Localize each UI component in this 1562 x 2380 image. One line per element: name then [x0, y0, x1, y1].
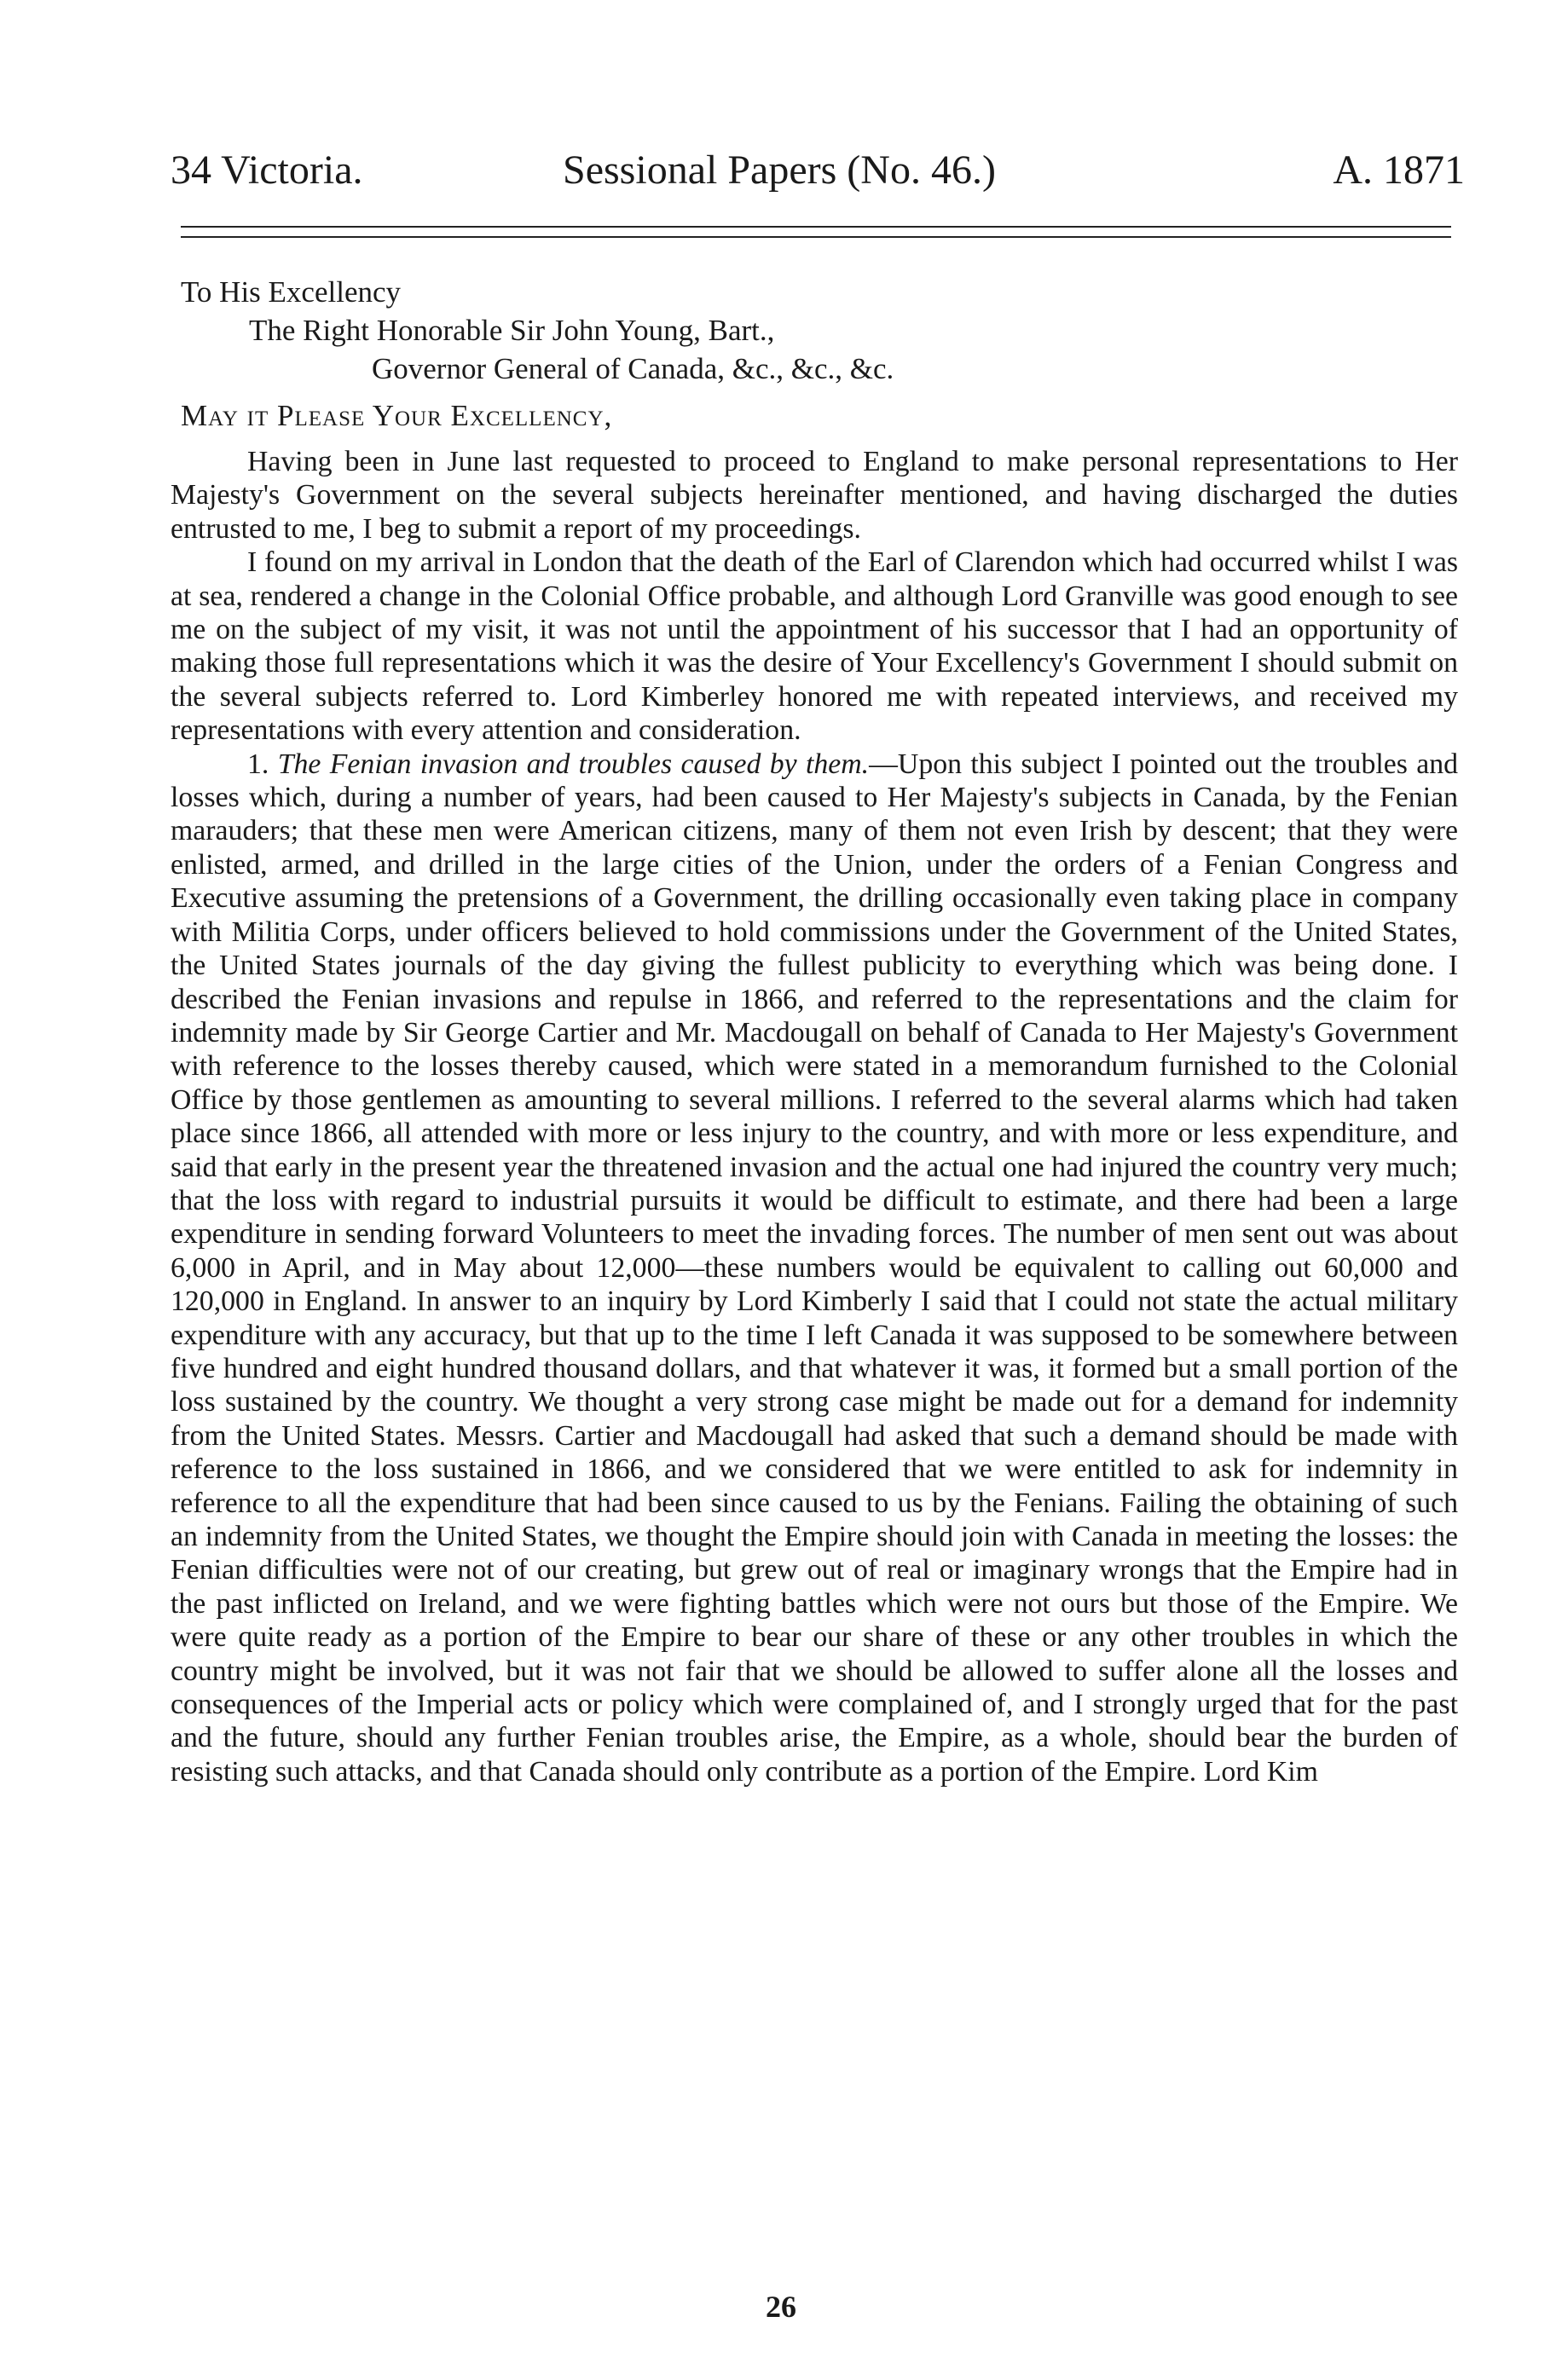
- address-block: [181, 273, 894, 388]
- header-rule-top: [181, 226, 1451, 228]
- page-header: [171, 136, 1465, 205]
- page-number: 26: [766, 2290, 796, 2324]
- address-line-2: The Right Honorable Sir John Young, Bart.,: [249, 314, 775, 347]
- section-text: —Upon this subject I pointed out the troubles and losses which, during a number of years, had been caused to Her Majesty's subjects in Canada, by the Fenian marauders; that these men were American citizens, many of them not even Irish by descent; that they were enlisted, armed, and drilled in the large cities of the Union, under the orders of a Fenian Congress and Executive assuming the pretensions of a Government, the drilling occasionally even taking place in company with Militia Corps, under officers believed to hold commissions under the Government of the United States, the United States journals of the day giving the fullest publicity to everything which was being done. I described the Fenian invasions and repulse in 1866, and referred to the representations and the claim for indemnity made by Sir George Cartier and Mr. Macdougall on behalf of Canada to Her Majesty's Government with reference to the losses thereby caused, which were stated in a memorandum furnished to the Colonial Office by those gentlemen as amounting to several millions. I referred to the several alarms which had taken place since 1866, all attended with more or less injury to the country, and with more or less expenditure, and said that early in the present year the threatened invasion and the actual one had injured the country very much; that the loss with regard to industrial pursuits it would be difficult to estimate, and there had been a large expenditure in sending forward Volunteers to meet the invading forces. The number of men sent out was about 6,000 in April, and in May about 12,000—these numbers would be equivalent to calling out 60,000 and 120,000 in England. In answer to an inquiry by Lord Kimberly I said that I could not state the actual military expenditure with any accuracy, but that up to the time I left Canada it was supposed to be somewhere between five hundred and eight hundred thousand dollars, and that whatever it was, it formed but a small portion of the loss sustained by the country. We thought a very strong case might be made out for a demand for indemnity from the United States. Messrs. Cartier and Macdougall had asked that such a demand should be made with reference to the loss sustained in 1866, and we considered that we were entitled to ask for indemnity in reference to all the expenditure that had been since caused to us by the Fenians. Failing the obtaining of such an indemnity from the United States, we thought the Empire should join with Canada in meeting the losses: the Fenian difficulties were not of our creating, but grew out of real or imaginary wrongs that the Empire had in the past inflicted on Ireland, and we were fighting battles which were not ours but those of the Empire. We were quite ready as a portion of the Empire to bear our share of these or any other troubles in which the country might be involved, but it was not fair that we should be allowed to suffer alone all the losses and consequences of the Imperial acts or policy which were complained of, and I strongly urged that for the past and the future, should any further Fenian troubles arise, the Empire, as a whole, should bear the burden of resisting such attacks, and that Canada should only contribute as a portion of the Empire. Lord Kim: [171, 748, 1459, 1788]
- salutation: May it Please Your Excellency,: [181, 399, 613, 432]
- paragraph-2: I found on my arrival in London that the death of the Earl of Clarendon which had occurred whilst I was at sea, rendered a change in the Colonial Office probable, and although Lord Granville was good enough to see me on the subject of my visit, it was not until the appointment of his successor that I had an opportunity of making those full representations which it was the desire of Your Excellency's Government I should submit on the several subjects referred to. Lord Kimberley honored me with repeated interviews, and received my representations with every attention and consideration.: [171, 546, 1458, 747]
- header-session: 34 Victoria.: [171, 147, 363, 193]
- paragraph-1: Having been in June last requested to proceed to England to make personal representations to Her Majesty's Government on the several subjects hereinafter mentioned, and having discharged the duties entrusted to me, I beg to submit a report of my proceedings.: [171, 446, 1458, 545]
- paragraph-3: [171, 748, 1458, 1789]
- address-line-3: Governor General of Canada, &c., &c., &c.: [372, 352, 894, 385]
- address-line-1: To His Excellency: [181, 275, 402, 309]
- header-title: Sessional Papers (No. 46.): [563, 147, 996, 193]
- section-title: The Fenian invasion and troubles caused by them.: [277, 748, 870, 780]
- header-year: A. 1871: [1333, 147, 1465, 193]
- letter-body: [171, 445, 1458, 1788]
- header-rule-bottom: [181, 236, 1451, 238]
- section-number: 1.: [247, 748, 269, 780]
